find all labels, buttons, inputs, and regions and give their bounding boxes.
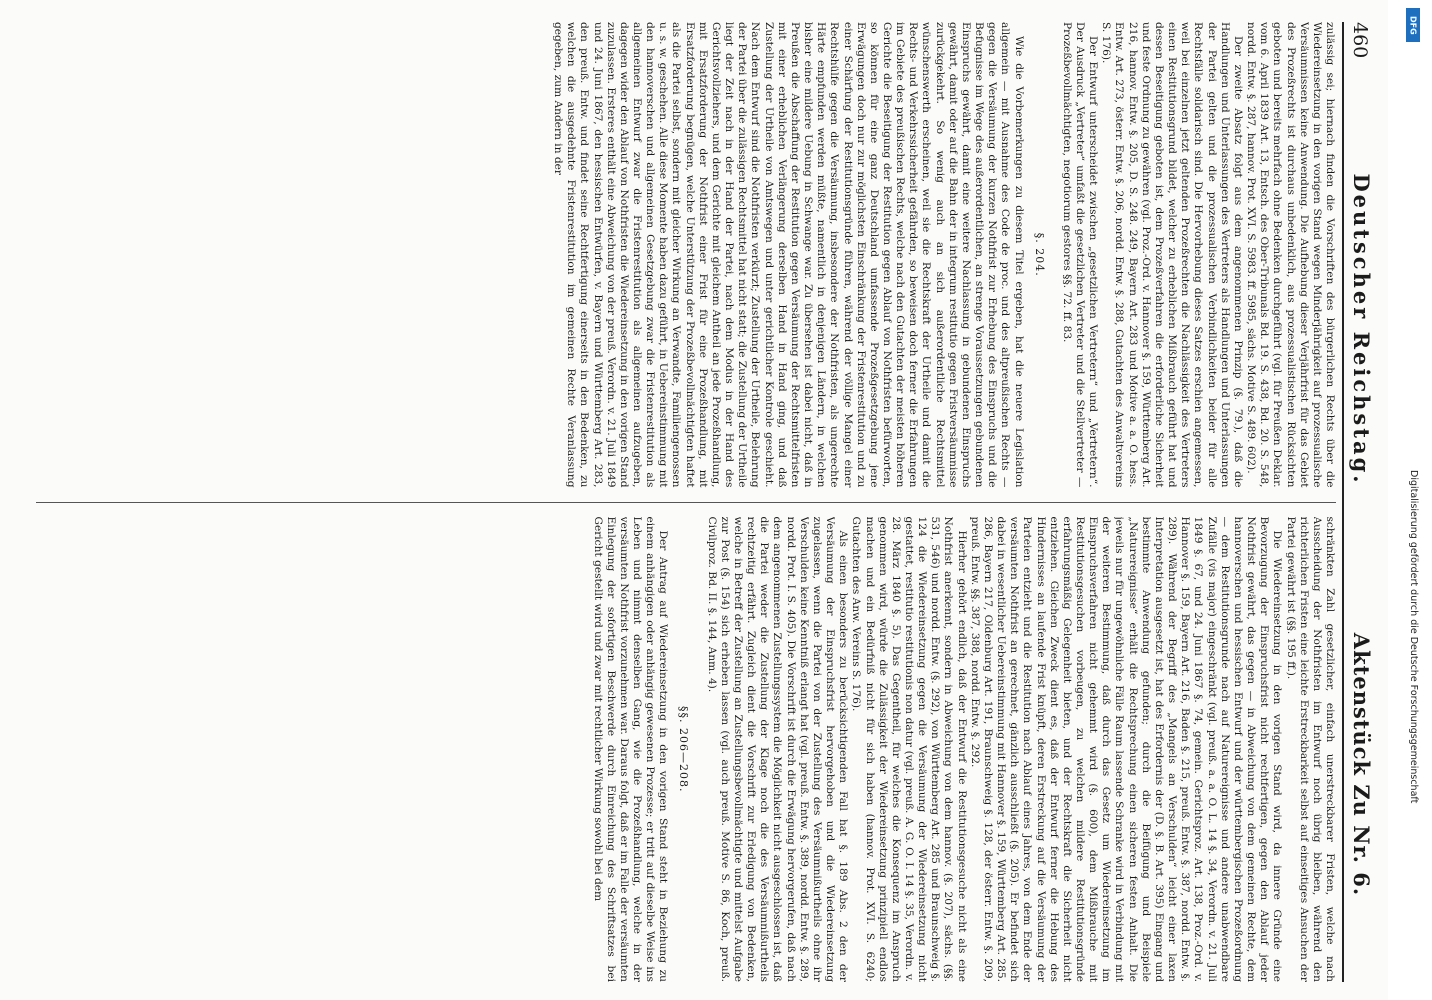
header-rule (1342, 22, 1344, 982)
paragraph: Als einen besonders zu berücksichtigenden Fall hat §. 189 Abs. 2 den der Versäumung der Einspruchsfrist hervorgehoben und die Wiedereinsetzung zugelassen, wenn die Partei von der Zustellung des Versäumnißurtheils ohne ihr Verschulden keine Kenntniß erlangt hat (vgl. preuß. Entw. §. 389, nordd. Entw. §. 289, nordd. Prot. I. S. 405). Die Vorschrift ist durch die Erwägung hervorgerufen, daß nach dem angenommenen Zustellungssystem die Möglichkeit nicht ausgeschlossen ist, daß die Partei weder die Zustellung der Klage noch die des Versäumnißurtheils rechtzeitig erfährt. Zugleich dient die Vorschrift zur Erledigung von Bedenken, welche in Betreff der Zustellung an Zustellungsbevollmächtigte und mittelst Aufgabe zur Post (§. 154) sich erheben lassen (vgl. auch preuß. Motive S. 86, Koch, preuß. Civilproz. Bd. II. §. 144, Anm. 4). (705, 516, 850, 982)
paragraph: zulässig sei; hiernach finden die Vorschriften des bürgerlichen Rechts über die Wiedereinsetzung in den vorigen Stand wegen Minderjährigkeit auf prozessualische Versäumnissen keine Anwendung. Die Aufhebung dieser Verjährfrist für das Gebiet des Prozeßrechts ist durchaus unbedenklich, aus prozessualistischen Rücksichten geboten und bereits mehrfach ohne Bedenken durchgeführt (vgl. für Preußen Deklar. vom 6. April 1839 Art. 13, Entsch. des Ober-Tribunals Bd. 19. S. 438, Bd. 20. S. 548, nordd. Entw. §. 287, hannov. Prot. XVI. S. 5983. ff. 5985, sächs. Motive S. 489. 602). (1245, 22, 1336, 488)
page-header (1348, 22, 1374, 982)
paragraph: Hierher gehört endlich, daß der Entwurf die Restitutionsgesuche nicht als eine Nothfrist anerkennt, sondern in Abweichung von dem hannov. (§. 207), sächs. (§§. 531, 546) und nordd. Entw. (§. 292), von Württemberg Art. 285 und Braunschweig §. 124 die Wiedereinsetzung gegen die Versäumung der Wiedereinsetzung nicht gestattet, restitutio restitutionis non datur (vgl. preuß. A. G. O. I. 14 §. 35, Verordn. v. 28. März 1840 §. 5). Das Gegentheil, für welches die Konsequenz im Anspruch genommen wird, würde die Zulässigkeit der Wiedereinsetzung prinzipiell endlos machen und ein Bedürfniß nicht für sich haben (hannov. Prot. XVI. S. 6240; Gutachten des Anw. Vereins S. 176). (850, 516, 968, 982)
page-number: 460 (1349, 22, 1371, 59)
running-title-left: Deutscher Reichstag. (1349, 173, 1374, 486)
column-divider (36, 502, 1336, 503)
section-heading: §§. 206—208. (677, 706, 691, 793)
dfg-logo: DFG (1406, 8, 1420, 42)
paragraph: Der Antrag auf Wiedereinsetzung in den vorigen Stand steht in Beziehung zu einem anhängigen oder anhängig gewesenen Prozesse; er tritt auf dieselbe Weise ins Leben und nimmt denselben Gang, wie die Prozeßhandlung, welche in der versäumten Nothfrist vorzunehmen war. Daraus folgt, daß er im Falle der versäumten Einlegung der sofortigen Beschwerde durch Einreichung des Schriftsatzes bei Gericht gestellt wird und zwar mit rechtlicher Wirkung sowohl bei dem (591, 516, 670, 982)
section-heading: §. 204. (1032, 232, 1046, 277)
right-column (36, 517, 1336, 983)
digitization-credit: Digitalisierung gefördert durch die Deutsche Forschungsgemeinschaft (1408, 470, 1419, 804)
paragraph: Die Wiedereinsetzung in den vorigen Stand wird, da innere Gründe eine Bevorzugung der Einspruchsfrist nicht rechtfertigen, gegen den Ablauf jeder Nothfrist gewährt, das gegen — in Abweichung von dem gemeinen Rechte, dem hannoverschen und hessischen Entwurf und der württembergischen Prozeßordnung — dem Restitutionsgrunde nach auf Naturereignisse und andere unabwendbare Zufälle (vis major) eingeschränkt (vgl. preuß. a. a. O. L. 14 §. 34, Verordn. v. 21. Juli 1849 §. 67, und 24. Juni 1867 §. 74, gemein. Gerichtsproz. Art. 138, Proz.-Ord. v. Hannover §. 159, Bayern Art. 216, Baden §. 215, preuß. Entw. §. 387, nordd. Entw. §. 289). Während der Begriff des „Mangels an Verschulden“ leicht einer laxen Interpretation ausgesetzt ist, hat des Erfordernis der (D. §. B. Art. 395) Eingang und bestimmte Anwendung gefunden; durch die Beifügung und Beispiele „Naturereignisse“ erhält die Rechtsprechung einen sicheren festen Anhalt. Die jeweils nur für ungewöhnliche Fälle Raum lassende Schranke wird in Verbindung mit der weiteren Bestimmung, daß durch das Gesetz um Wiedereinsetzung im Einspruchsverfahren nicht gehemmt wird (§. 600), dem Mißbrauche mit Restitutionsgesuchen vorbeugen, zu welchen mildere Restitutionsgründe erfahrungsmäßig Gelegenheit bieten, und der Rechtskraft die Sicherheit nicht entziehen. Gleichen Zweck dient es, daß der Entwurf ferner die Hebung des Hindernisses an laufende Frist knüpft, deren Erstreckung auf die Versäumung der Parteien entzieht und die Restitution nach Ablauf eines Jahres, von dem Ende der versäumten Nothfrist an gerechnet, gänzlich ausschließt (§. 205). Er befindet sich dabei in wesentlicher Uebereinstimmung mit Hannover §. 159, Württemberg Art. 285. 286, Bayern 217, Oldenburg Art. 191, Braunschweig §. 128, der österr. Entw. §. 209, preuß. Entw. §§. 387, 388, nordd. Entw. §. 292. (968, 516, 1284, 982)
paragraph: Der Entwurf unterscheidet zwischen „gesetzlichen Vertretern“ und „Vertretern“. Der Ausdruck „Vertreter“ umfaßt die gesetzlichen Vertreter und die Stellvertreter — Prozeßbevollmächtigten, negotiorum gestores §§. 72. ff. 83. (1060, 22, 1100, 488)
running-title-right: Aktenstück Zu Nr. 6. (1349, 632, 1374, 897)
paragraph: Wie die Vorbemerkungen zu diesem Titel ergeben, hat die neuere Legislation allgemein — mit Ausnahme des Code de proc. und des altpreußischen Rechts — gegen die Versäumung der kurzen Nothfrist zur Erhebung des Einspruchs und die Befugnisse im Wege des außerordentlichen, an strenge Voraussetzungen gebundenen Einspruchs gewährt, damit eine weitere Nachlassung in gebundenen Einspruchs gewährt, damit oder auf die Bahn der in integrum restitutio gegen Fristversäumnisse zurückgekehrt. So wenig auch an sich außerordentliche Rechtsmittel wünschenswerth erscheinen, weil sie die Rechtskraft der Urtheile und damit die Rechts- und Verkehrssicherheit gefährden, so beweisen doch ferner die Erfahrungen im Gebiete des preußischen Rechts, welche nach den Gutachten der meisten höheren Gerichte die Beseitigung der Restitution gegen Ablauf von Nothfristen befürworten, so können für eine ganz Deutschland umfassende Prozeßgesetzgebung jene Erwägungen doch nur zur möglichsten Einschränkung der Fristenrestitution und zu einer Schärfung der Restitutionsgründe führen, während der völlige Mangel einer Rechtshülfe gegen die Versäumung, insbesondere der Nothfristen, als ungerechte Härte empfunden werden müßte, namentlich in denjenigen Ländern, in welchen bisher eine mildere Uebung in Schwange war. Zu übersehen ist dabei nicht, daß in Preußen die Abschaffung der Restitution gegen Versäumung der Rechtsmittelfristen mit einer erheblichen Verlängerung derselben Hand in Hand ging, und daß Zustellung der Urtheile von Amtswegen und unter gerichtlicher Kontrole geschieht. Nach dem Entwurf sind die Nothfristen verkürzt; Zustellung der Urtheile, Belehrung der Partei über die zulässigen Rechtsmittel hat nicht statt; die Zustellung der Urtheile liegt der Zeit nach in der Hand der Partei, nach dem Modus in der Hand des Gerichtsvollziehers, und dem Gerichte mit gleichem Antheil an jede Prozeßhandlung, mit Ersatzforderung der Nothfrist einer Frist für eine Prozeßhandlung, mit Ersatzforderung begnügen, welche Unterstützung der Prozeßbevollmächtigten haftet als die Partei selbst, sondern mit gleicher Wirkung an Verwandte, Familiengenossen u. s. w. geschehen. Alle diese Momente haben dazu geführt, in Uebereinstimmung mit den hannoverschen und allgemeinen Gesetzgebung zwar die Fristenrestitution als allgemeinen Entwurf zwar die Fristenrestitution als allgemeinen aufzugeben, dagegen wider den Ablauf von Nothfristen die Wiedereinsetzung in den vorigen Stand zuzulassen. Ersteres enthält eine Abweichung von der preuß. Verordn. v. 21. Juli 1849 und 24. Juni 1867, den hessischen Entwürfen, v. Bayern und Württemberg Art. 283, den preuß. Entw. und findet seine Rechtfertigung einerseits in den Bedenken, zu welchen die ausgedehnte Fristenrestitution im gemeinen Rechte Veranlassung gegeben, zum Andern in der (552, 22, 1025, 488)
left-column (36, 22, 1336, 488)
paragraph: Der zweite Absatz folgt aus dem angenommenen Prinzip (§. 79.), daß die Handlungen und Unterlassungen des Vertreters als Handlungen und Unterlassungen der Partei gelten und die prozessualischen Verbindlichkeiten beider für alle Rechtsfälle solidarisch sind. Die Hervorhebung dieses Satzes erschien angemessen, weil bei einzelnen jetzt geltenden Prozeßrechten die Nachlässigkeit des Vertreters einen Restitutionsgrund bildet, welcher zu erheblichen Mißbrauch geführt hat und dessen Beseitigung geboten ist, dem Prozeßverfahren die erforderliche Sicherheit und feste Ordnung zu gewähren (vgl. Proz.-Ord. v. Hannover §. 159, Württemberg Art. 216, hannov. Entw. §. 205, D. S. 248. 249, Bayern Art. 283 und Motive a. a. O. hess. Entw. Art. 273, österr. Entw. §. 206, nordd. Entw. §. 288, Gutachten des Anwaltvereins S. 176). (1100, 22, 1244, 488)
paragraph: schränkten Zahl gesetzlicher, einfach unerstreckbarer Fristen, welche nach Ausscheidung der Nothfristen im Entwurf noch übrig bleiben, während den richterlichen Fristen eine leichte Erstreckbarkeit selbst auf einseitiges Ansuchen der Partei gewährt ist (§§. 195 ff.). (1284, 516, 1336, 982)
text-columns (36, 22, 1336, 982)
